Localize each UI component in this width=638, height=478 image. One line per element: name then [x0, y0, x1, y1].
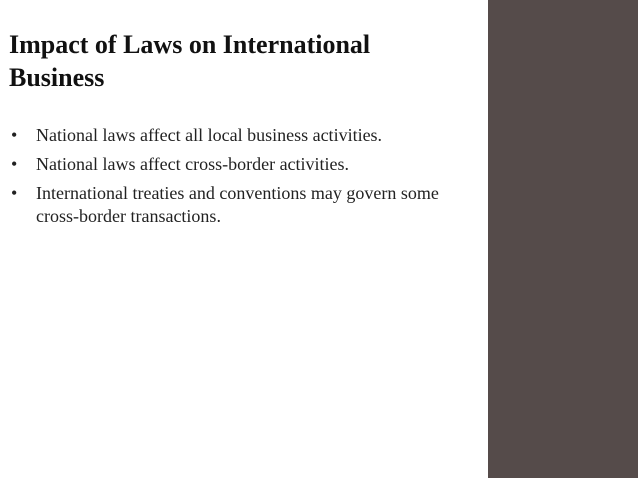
- bullet-list: [11, 124, 481, 234]
- bullet-item: [11, 153, 481, 176]
- bullet-icon: •: [11, 154, 18, 174]
- side-panel: [488, 0, 638, 478]
- bullet-item: [11, 124, 481, 147]
- bullet-text: National laws affect cross-border activities.: [36, 154, 350, 174]
- bullet-text: International treaties and conventions may govern some cross-border transactions.: [36, 183, 439, 226]
- bullet-icon: •: [11, 125, 18, 145]
- bullet-item: [11, 182, 481, 228]
- bullet-text: National laws affect all local business activities.: [36, 125, 383, 145]
- bullet-icon: •: [11, 183, 18, 203]
- slide-title: Impact of Laws on International Business: [9, 30, 371, 92]
